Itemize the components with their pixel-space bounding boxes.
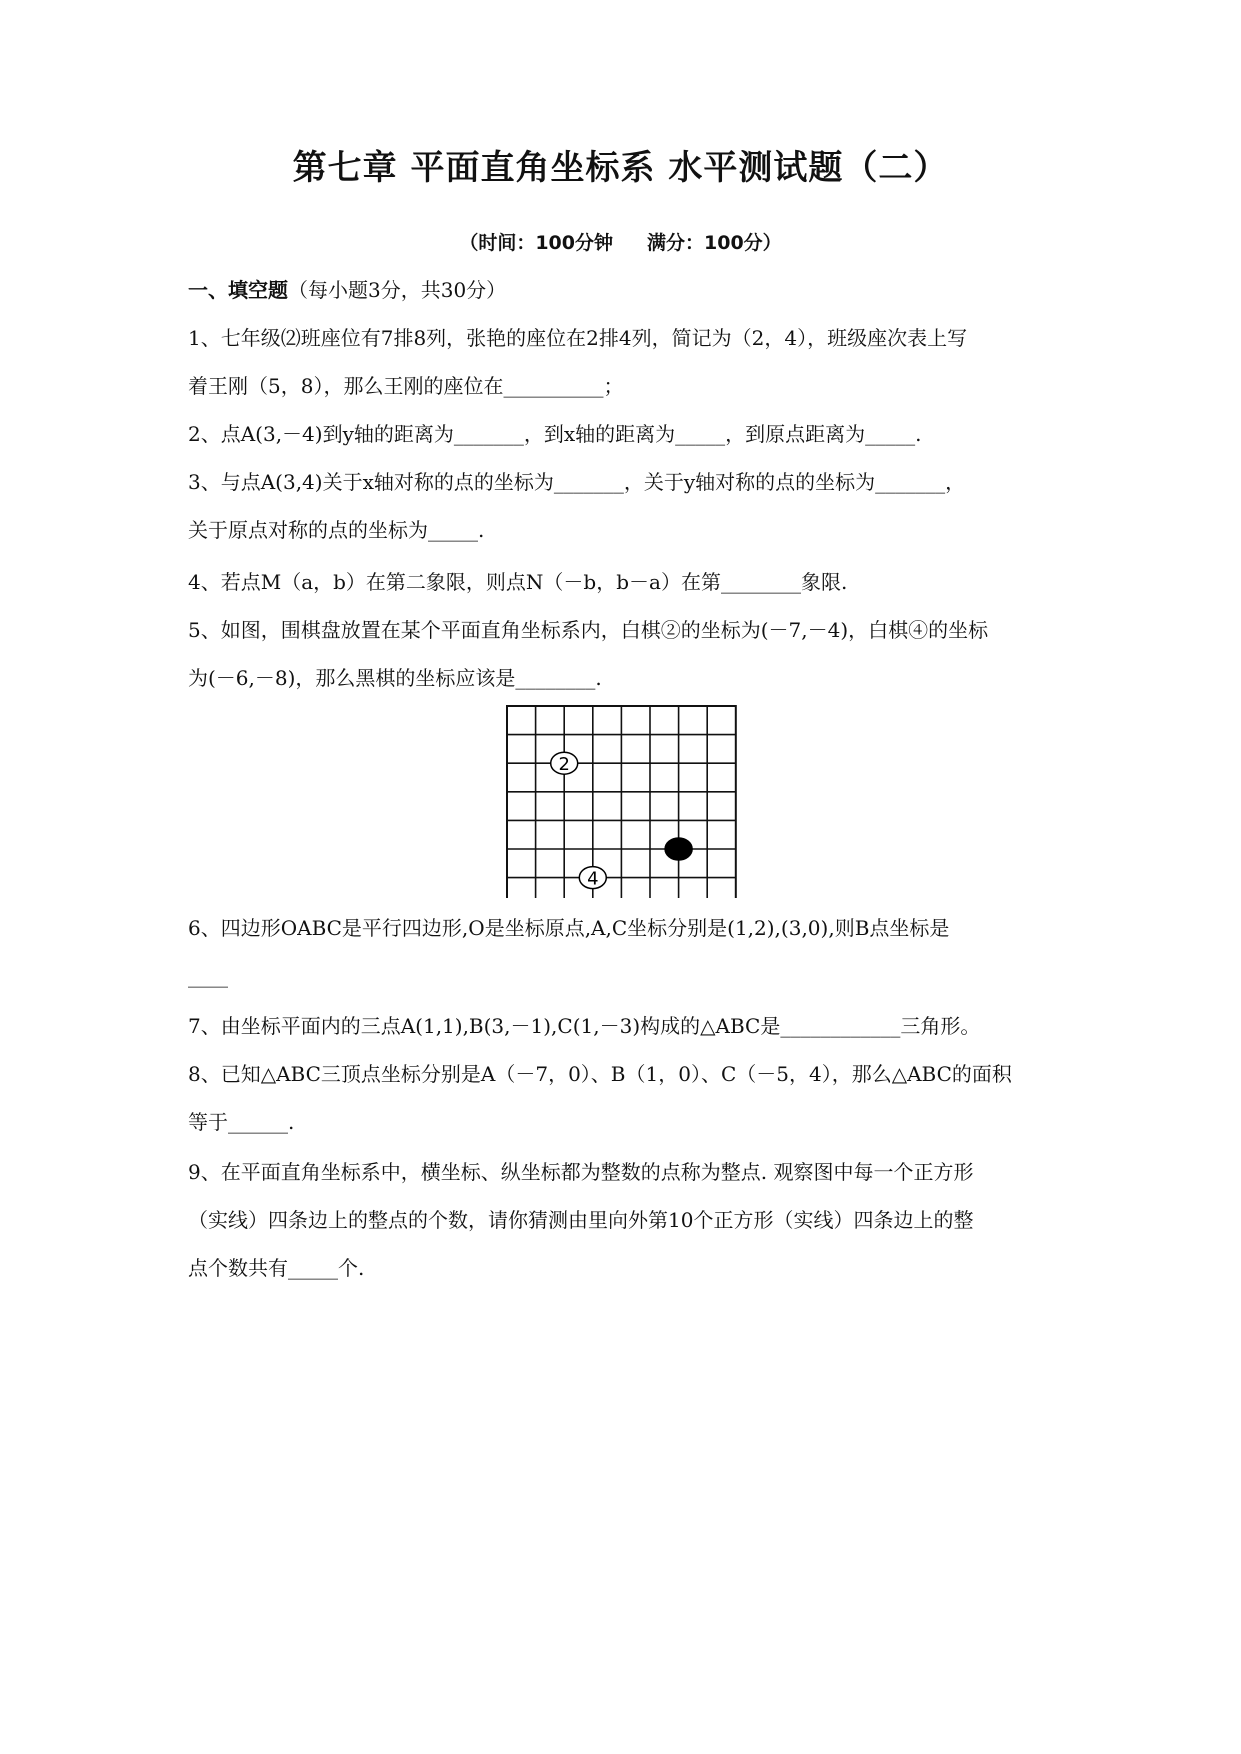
exam-score: 满分：100分） bbox=[647, 232, 782, 254]
exam-info bbox=[0, 228, 1241, 255]
stone-label: 4 bbox=[587, 868, 599, 890]
question-5-line-2: 为(－6,－8)，那么黑棋的坐标应该是________. bbox=[188, 666, 602, 690]
question-4-line-1: 4、若点M（a，b）在第二象限，则点N（－b，b－a）在第________象限. bbox=[188, 570, 848, 594]
question-1-line-2: 着王刚（5，8），那么王刚的座位在__________； bbox=[188, 374, 624, 398]
go-board-figure bbox=[505, 704, 737, 898]
exam-time: （时间：100分钟 bbox=[459, 232, 613, 254]
question-7-line-1: 7、由坐标平面内的三点A(1,1),B(3,－1),C(1,－3)构成的△ABC是____________三角形。 bbox=[188, 1014, 981, 1038]
question-9-line-3: 点个数共有_____个. bbox=[188, 1256, 365, 1280]
question-2-line-1: 2、点A(3,－4)到y轴的距离为_______，到x轴的距离为_____，到原点距离为_____. bbox=[188, 422, 922, 446]
question-3-line-2: 关于原点对称的点的坐标为_____. bbox=[188, 518, 485, 542]
question-1-line-1: 1、七年级⑵班座位有7排8列，张艳的座位在2排4列，简记为（2，4），班级座次表上写 bbox=[188, 326, 968, 350]
question-6-line-2: ____ bbox=[188, 964, 228, 988]
question-3-line-1: 3、与点A(3,4)关于x轴对称的点的坐标为_______，关于y轴对称的点的坐标为_______， bbox=[188, 470, 966, 494]
question-8-line-1: 8、已知△ABC三顶点坐标分别是A（－7，0）、B（1，0）、C（－5，4），那么△ABC的面积 bbox=[188, 1062, 1012, 1086]
section-note: （每小题3分，共30分） bbox=[288, 278, 507, 302]
question-8-line-2: 等于______. bbox=[188, 1110, 295, 1134]
question-5-line-1: 5、如图，围棋盘放置在某个平面直角坐标系内，白棋②的坐标为(－7,－4)，白棋④的坐标 bbox=[188, 618, 989, 642]
section-heading bbox=[188, 276, 506, 304]
section-title: 一、填空题 bbox=[188, 278, 288, 302]
black-stone bbox=[665, 838, 692, 860]
stone-label: 2 bbox=[558, 754, 570, 776]
question-6-line-1: 6、四边形OABC是平行四边形,O是坐标原点,A,C坐标分别是(1,2),(3,0),则B点坐标是 bbox=[188, 916, 950, 940]
question-9-line-1: 9、在平面直角坐标系中，横坐标、纵坐标都为整数的点称为整点. 观察图中每一个正方形 bbox=[188, 1160, 974, 1184]
question-9-line-2: （实线）四条边上的整点的个数，请你猜测由里向外第10个正方形（实线）四条边上的整 bbox=[188, 1208, 974, 1232]
page-title: 第七章 平面直角坐标系 水平测试题（二） bbox=[292, 148, 949, 188]
